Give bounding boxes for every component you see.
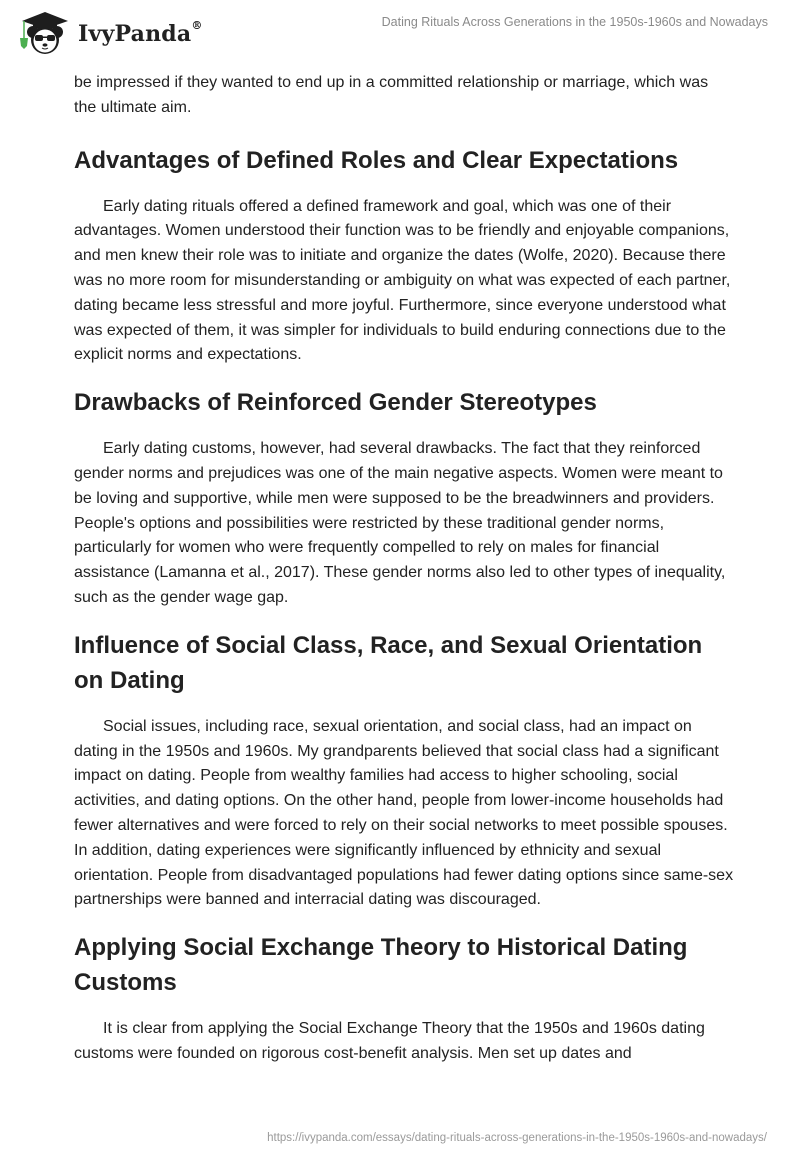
section-heading-advantages: Advantages of Defined Roles and Clear Expectations (74, 146, 679, 174)
brand-logo[interactable] (16, 8, 203, 56)
page-header (0, 0, 800, 60)
paragraph-social-exchange: It is clear from applying the Social Exchange Theory that the 1950s and 1960s dating customs were founded on rigorous cost-benefit analysis. Men set up dates and (74, 1020, 705, 1062)
brand-name: IvyPanda® (78, 19, 203, 47)
section-heading-drawbacks: Drawbacks of Reinforced Gender Stereotypes (74, 389, 597, 417)
paragraph-intro-continuation: be impressed if they wanted to end up in a committed relationship or marriage, which was the ultimate aim. (74, 74, 709, 116)
source-url[interactable]: https://ivypanda.com/essays/dating-rituals-across-generations-in-the-1950s-1960s-and-nowadays/ (267, 1132, 767, 1144)
article-body (74, 71, 734, 1067)
paragraph-drawbacks: Early dating customs, however, had several drawbacks. The fact that they reinforced gender norms and prejudices was one of the main negative aspects. Women were meant to be loving and supportive, while men were supposed to be the breadwinners and providers. People's options and possibilities were restricted by these traditional gender norms, particularly for women who were frequently compelled to rely on males for financial assistance (Lamanna et al., 2017). These gender norms also led to other types of inequality, such as the gender wage gap. (74, 440, 726, 606)
document-title: Dating Rituals Across Generations in the 1950s-1960s and Nowadays (381, 15, 768, 29)
section-heading-social-influence: Influence of Social Class, Race, and Sexual Orientation on Dating (74, 631, 703, 694)
panda-graduate-logo-icon (16, 8, 74, 56)
section-heading-social-exchange: Applying Social Exchange Theory to Historical Dating Customs (74, 934, 688, 997)
paragraph-advantages: Early dating rituals offered a defined framework and goal, which was one of their advantages. Women understood their function was to be friendly and enjoyable companions, and men knew their role was to initiate and organize the dates (Wolfe, 2020). Because there was no more room for misunderstanding or ambiguity on what was expected of each partner, dating became less stressful and more joyful. Furthermore, since everyone understood what was expected of them, it was simpler for individuals to build enduring connections due to the explicit norms and expectations. (74, 197, 731, 364)
paragraph-social-influence: Social issues, including race, sexual orientation, and social class, had an impact on dating in the 1950s and 1960s. My grandparents believed that social class had a significant impact on dating. People from wealthy families had access to higher schooling, social activities, and dating options. On the other hand, people from lower-income households had fewer alternatives and were forced to rely on their social networks to meet possible spouses. In addition, dating experiences were significantly influenced by ethnicity and sexual orientation. People from disadvantaged populations had fewer dating options since same-sex partnerships were banned and interracial dating was discouraged. (74, 717, 734, 909)
